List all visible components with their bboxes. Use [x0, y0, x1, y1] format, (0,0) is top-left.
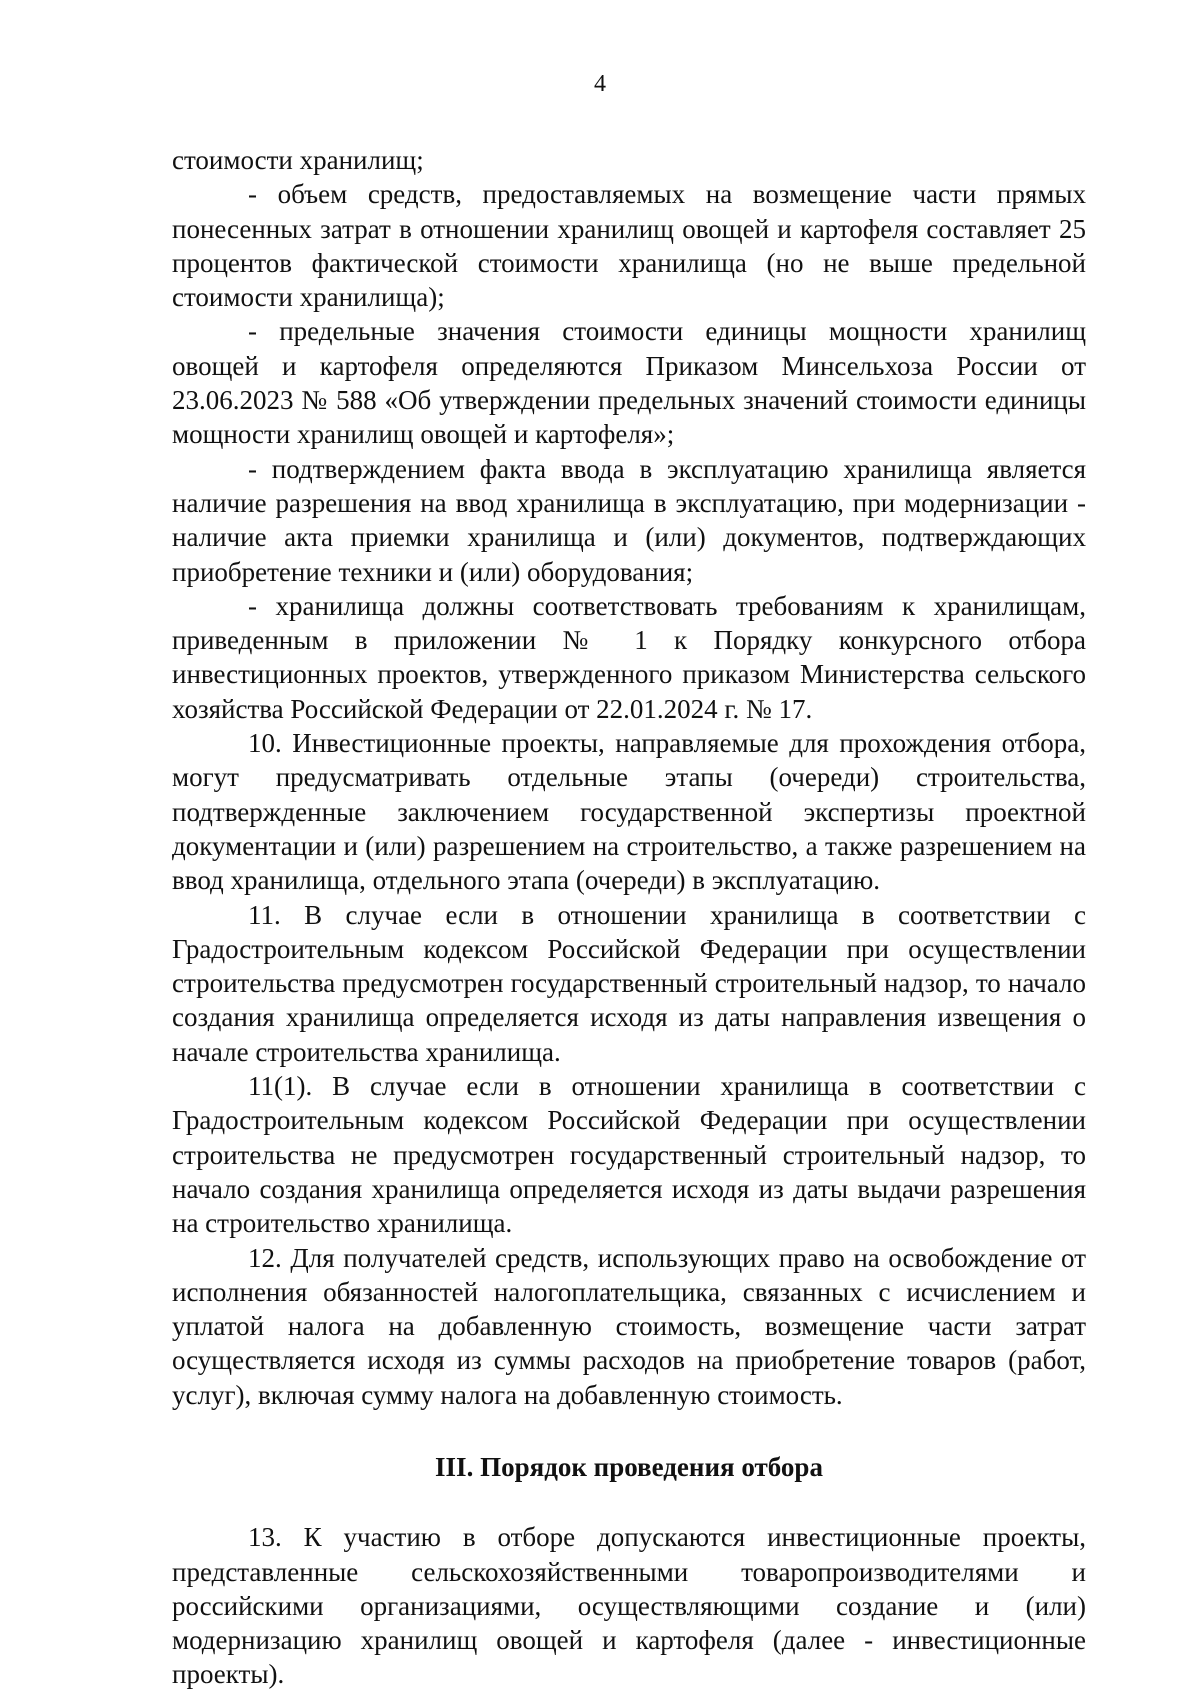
paragraph-item-11: 11. В случае если в отношении хранилища в соответствии с Градостроительным кодексом Российской Федерации при осуществлении строительства предусмотрен государственный строительный надзор, то начало создания хранилища определяется исходя из даты направления извещения о начале строительства хранилища.	[172, 899, 1086, 1067]
paragraph-funding-volume: - объем средств, предоставляемых на возмещение части прямых понесенных затрат в отношении хранилищ овощей и картофеля составляет 25 процентов фактической стоимости хранилища (но не выше предельной стоимости хранилища);	[172, 179, 1086, 313]
paragraph-item-10: 10. Инвестиционные проекты, направляемые для прохождения отбора, могут предусматривать отдельные этапы (очереди) строительства, подтвержденные заключением государственной экспертизы проектной документации и (или) разрешением на строительство, а также разрешением на ввод хранилища, отдельного этапа (очереди) в эксплуатацию.	[172, 728, 1086, 896]
paragraph-commissioning-proof: - подтверждением факта ввода в эксплуатацию хранилища является наличие разрешения на ввод хранилища в эксплуатацию, при модернизации - наличие акта приемки хранилища и (или) документов, подтверждающих приобретение техники и (или) оборудования;	[172, 453, 1086, 587]
paragraph-cost-limits: - предельные значения стоимости единицы мощности хранилищ овощей и картофеля определяются Приказом Минсельхоза России от 23.06.2023 № 588 «Об утверждении предельных значений стоимости единицы мощности хранилищ овощей и картофеля»;	[172, 316, 1086, 450]
page-number: 4	[594, 71, 606, 97]
paragraph-storage-requirements: - хранилища должны соответствовать требованиям к хранилищам, приведенным в приложении № 1 к Порядку конкурсного отбора инвестиционных проектов, утвержденного приказом Министерства сельского хозяйства Российской Федерации от 22.01.2024 г. № 17.	[172, 590, 1086, 724]
paragraph-item-12: 12. Для получателей средств, использующих право на освобождение от исполнения обязанностей налогоплательщика, связанных с исчислением и уплатой налога на добавленную стоимость, возмещение части затрат осуществляется исходя из суммы расходов на приобретение товаров (работ, услуг), включая сумму налога на добавленную стоимость.	[172, 1242, 1086, 1410]
document-body	[172, 143, 1086, 1692]
paragraph-item-13: 13. К участию в отборе допускаются инвестиционные проекты, представленные сельскохозяйственными товаропроизводителями и российскими организациями, осуществляющими создание и (или) модернизацию хранилищ овощей и картофеля (далее - инвестиционные проекты).	[172, 1522, 1086, 1690]
section-heading: III. Порядок проведения отбора	[435, 1451, 823, 1482]
paragraph-item-11-1: 11(1). В случае если в отношении хранилища в соответствии с Градостроительным кодексом Российской Федерации при осуществлении строительства не предусмотрен государственный строительный надзор, то начало создания хранилища определяется исходя из даты выдачи разрешения на строительство хранилища.	[172, 1071, 1086, 1239]
paragraph-continuation: стоимости хранилищ;	[172, 145, 424, 175]
